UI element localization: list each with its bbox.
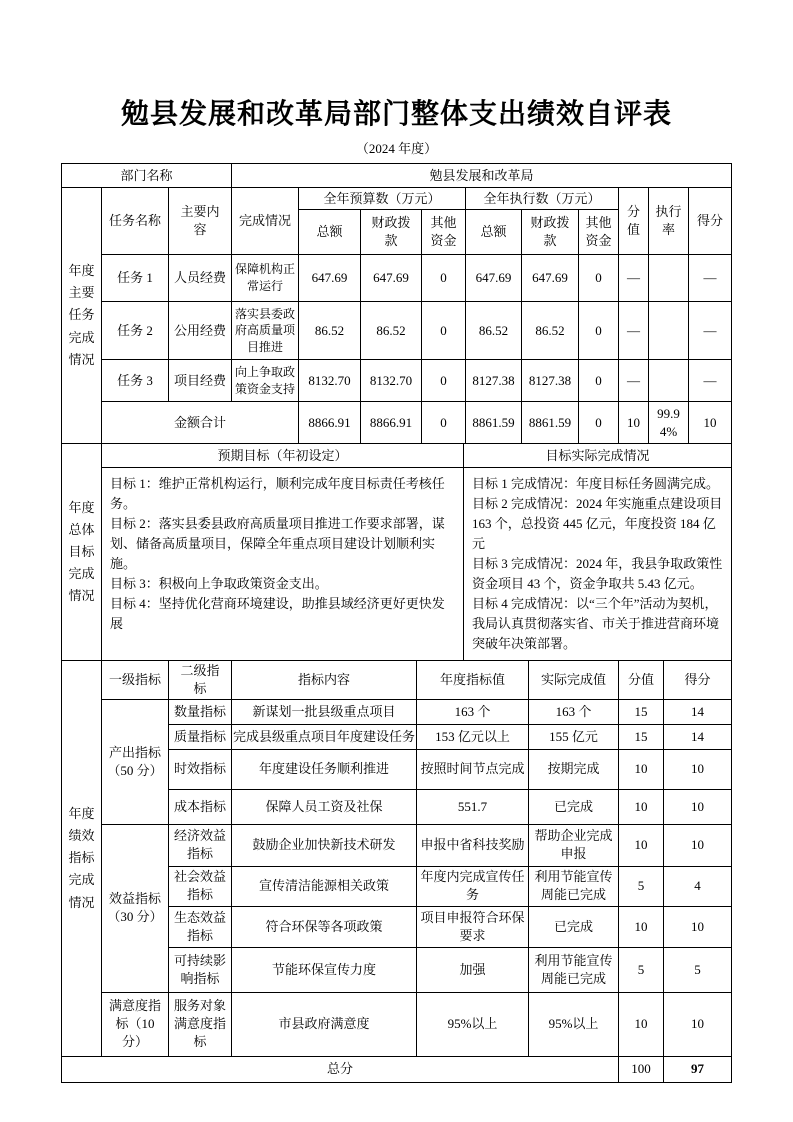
actual-value-cell: 已完成 — [529, 906, 619, 947]
level2-cell: 数量指标 — [169, 699, 232, 724]
indicator-content-cell: 年度建设任务顺利推进 — [232, 749, 417, 789]
actual-fiscal-cell: 647.69 — [522, 255, 579, 302]
score-cell: — — [689, 360, 732, 402]
actual-total-cell: 647.69 — [466, 255, 522, 302]
col-header-actual-other: 其他资金 — [579, 210, 619, 255]
grand-total-score: 97 — [664, 1056, 732, 1082]
budget-other-cell: 0 — [422, 255, 466, 302]
exec-rate-cell — [649, 360, 689, 402]
ind-weight-cell: 15 — [619, 724, 664, 749]
indicator-content-cell: 保障人员工资及社保 — [232, 789, 417, 824]
exec-rate-cell — [649, 255, 689, 302]
actual-goal-line: 目标 3 完成情况：2024 年，我县争取政策性资金项目 43 个，资金争取共 5.43 亿元。 — [472, 556, 723, 591]
col-header-expected-goals: 预期目标（年初设定） — [102, 444, 464, 468]
indicators-section-label-cell — [62, 661, 102, 1057]
actual-value-cell: 已完成 — [529, 789, 619, 824]
col-header-budget-fiscal: 财政拨款 — [361, 210, 422, 255]
page-title: 勉县发展和改革局部门整体支出绩效自评表 — [120, 97, 672, 130]
department-name-label: 部门名称 — [62, 164, 232, 188]
ind-weight-cell: 5 — [619, 866, 664, 906]
target-value-cell: 551.7 — [417, 789, 529, 824]
ind-score-cell: 14 — [664, 724, 732, 749]
col-header-target-value: 年度指标值 — [417, 661, 529, 700]
grand-total-label: 总分 — [62, 1056, 619, 1082]
actual-fiscal-sum: 8861.59 — [522, 402, 579, 444]
score-cell: — — [689, 302, 732, 360]
goals-section-label-cell — [62, 444, 102, 661]
score-cell: — — [689, 255, 732, 302]
score-sum: 10 — [689, 402, 732, 444]
ind-weight-cell: 15 — [619, 699, 664, 724]
indicator-content-cell: 节能环保宣传力度 — [232, 947, 417, 992]
page-subtitle: （2024 年度） — [355, 141, 438, 156]
target-value-cell: 年度内完成宣传任务 — [417, 866, 529, 906]
budget-other-cell: 0 — [422, 360, 466, 402]
expected-goals-cell — [102, 468, 464, 661]
ind-score-cell: 10 — [664, 824, 732, 866]
ind-score-cell: 14 — [664, 699, 732, 724]
col-header-status: 完成情况 — [232, 188, 299, 255]
amount-total-label: 金额合计 — [102, 402, 299, 444]
level2-cell: 时效指标 — [169, 749, 232, 789]
ind-weight-cell: 10 — [619, 789, 664, 824]
indicator-content-cell: 鼓励企业加快新技术研发 — [232, 824, 417, 866]
budget-total-cell: 647.69 — [299, 255, 361, 302]
ind-weight-cell: 5 — [619, 947, 664, 992]
col-header-score: 得分 — [689, 188, 732, 255]
actual-fiscal-cell: 8127.38 — [522, 360, 579, 402]
ind-score-cell: 4 — [664, 866, 732, 906]
indicator-content-cell: 宣传清洁能源相关政策 — [232, 866, 417, 906]
tasks-section-label-cell — [62, 188, 102, 444]
indicator-content-cell: 市县政府满意度 — [232, 992, 417, 1056]
level1-group-satisfaction: 满意度指标（10 分） — [102, 992, 169, 1056]
target-value-cell: 153 亿元以上 — [417, 724, 529, 749]
indicators-section-label: 年度绩效指标完成情况 — [68, 806, 95, 910]
task-content-cell: 人员经费 — [169, 255, 232, 302]
actual-total-cell: 86.52 — [466, 302, 522, 360]
task-row-3 — [62, 360, 732, 402]
budget-fiscal-cell: 86.52 — [361, 302, 422, 360]
self-evaluation-table — [61, 163, 731, 1083]
ind-score-cell: 10 — [664, 906, 732, 947]
weight-sum: 10 — [619, 402, 649, 444]
actual-value-cell: 155 亿元 — [529, 724, 619, 749]
budget-other-cell: 0 — [422, 302, 466, 360]
indicator-row — [62, 824, 732, 866]
actual-goal-line: 目标 4 完成情况：以“三个年”活动为契机，我局认真贯彻落实省、市关于推进营商环境突破年决策部署。 — [472, 596, 720, 651]
expected-goal-line: 目标 2：落实县委县政府高质量项目推进工作要求部署，谋划、储备高质量项目，保障全年重点项目建设计划顺利实施。 — [110, 516, 445, 571]
indicators-section-table — [61, 660, 732, 1083]
actual-value-cell: 163 个 — [529, 699, 619, 724]
target-value-cell: 申报中省科技奖励 — [417, 824, 529, 866]
col-header-actual-group: 全年执行数（万元） — [466, 188, 619, 210]
task-status-cell: 保障机构正常运行 — [232, 255, 299, 302]
col-header-ind-weight: 分值 — [619, 661, 664, 700]
level2-cell: 社会效益指标 — [169, 866, 232, 906]
target-value-cell: 163 个 — [417, 699, 529, 724]
goals-section-table — [61, 443, 732, 661]
ind-score-cell: 10 — [664, 789, 732, 824]
exec-rate-cell — [649, 302, 689, 360]
level1-group-benefit: 效益指标（30 分） — [102, 824, 169, 992]
task-name-cell: 任务 1 — [102, 255, 169, 302]
actual-value-cell: 95%以上 — [529, 992, 619, 1056]
actual-value-cell: 按期完成 — [529, 749, 619, 789]
col-header-budget-total: 总额 — [299, 210, 361, 255]
target-value-cell: 按照时间节点完成 — [417, 749, 529, 789]
budget-total-sum: 8866.91 — [299, 402, 361, 444]
level1-group-output: 产出指标（50 分） — [102, 699, 169, 824]
col-header-indicator-content: 指标内容 — [232, 661, 417, 700]
tasks-section-label: 年度主要任务完成情况 — [68, 263, 95, 367]
col-header-weight: 分值 — [619, 188, 649, 255]
level2-cell: 服务对象满意度指标 — [169, 992, 232, 1056]
ind-score-cell: 10 — [664, 992, 732, 1056]
task-status-cell: 落实县委政府高质量项目推进 — [232, 302, 299, 360]
level2-cell: 成本指标 — [169, 789, 232, 824]
tasks-section-table — [61, 163, 732, 444]
grand-total-row — [62, 1056, 732, 1082]
ind-score-cell: 10 — [664, 749, 732, 789]
budget-total-cell: 8132.70 — [299, 360, 361, 402]
task-name-cell: 任务 2 — [102, 302, 169, 360]
ind-weight-cell: 10 — [619, 906, 664, 947]
col-header-actual-goals: 目标实际完成情况 — [464, 444, 732, 468]
indicator-row — [62, 992, 732, 1056]
col-header-main-content: 主要内容 — [169, 188, 232, 255]
actual-value-cell: 利用节能宣传周能已完成 — [529, 866, 619, 906]
actual-other-cell: 0 — [579, 302, 619, 360]
col-header-level2: 二级指标 — [169, 661, 232, 700]
weight-cell: — — [619, 255, 649, 302]
actual-total-sum: 8861.59 — [466, 402, 522, 444]
col-header-level1: 一级指标 — [102, 661, 169, 700]
goals-section-label: 年度总体目标完成情况 — [68, 499, 95, 604]
actual-value-cell: 帮助企业完成申报 — [529, 824, 619, 866]
grand-total-weight: 100 — [619, 1056, 664, 1082]
actual-other-cell: 0 — [579, 360, 619, 402]
department-name-value: 勉县发展和改革局 — [232, 164, 732, 188]
target-value-cell: 加强 — [417, 947, 529, 992]
weight-cell: — — [619, 302, 649, 360]
level2-cell: 生态效益指标 — [169, 906, 232, 947]
budget-fiscal-cell: 8132.70 — [361, 360, 422, 402]
weight-cell: — — [619, 360, 649, 402]
actual-fiscal-cell: 86.52 — [522, 302, 579, 360]
task-content-cell: 项目经费 — [169, 360, 232, 402]
budget-fiscal-sum: 8866.91 — [361, 402, 422, 444]
actual-goal-line: 目标 1 完成情况：年度目标任务圆满完成。 — [472, 476, 720, 491]
actual-value-cell: 利用节能宣传周能已完成 — [529, 947, 619, 992]
col-header-exec-rate: 执行率 — [649, 188, 689, 255]
level2-cell: 经济效益指标 — [169, 824, 232, 866]
indicator-row — [62, 699, 732, 724]
target-value-cell: 项目申报符合环保要求 — [417, 906, 529, 947]
actual-goal-line: 目标 2 完成情况：2024 年实施重点建设项目 163 个，总投资 445 亿元，年度投资 184 亿元 — [472, 496, 723, 551]
actual-other-cell: 0 — [579, 255, 619, 302]
indicator-content-cell: 符合环保等各项政策 — [232, 906, 417, 947]
task-status-cell: 向上争取政策资金支持 — [232, 360, 299, 402]
ind-weight-cell: 10 — [619, 992, 664, 1056]
actual-total-cell: 8127.38 — [466, 360, 522, 402]
task-row-1 — [62, 255, 732, 302]
col-header-actual-fiscal: 财政拨款 — [522, 210, 579, 255]
col-header-budget-other: 其他资金 — [422, 210, 466, 255]
col-header-actual-total: 总额 — [466, 210, 522, 255]
col-header-actual-value: 实际完成值 — [529, 661, 619, 700]
col-header-task-name: 任务名称 — [102, 188, 169, 255]
actual-other-sum: 0 — [579, 402, 619, 444]
col-header-ind-score: 得分 — [664, 661, 732, 700]
expected-goal-line: 目标 4：坚持优化营商环境建设，助推县域经济更好更快发展 — [110, 596, 445, 631]
expected-goal-line: 目标 3：积极向上争取政策资金支出。 — [110, 576, 328, 591]
exec-rate-sum: 99.94% — [649, 402, 689, 444]
actual-goals-cell — [464, 468, 732, 661]
indicator-content-cell: 新谋划一批县级重点项目 — [232, 699, 417, 724]
ind-weight-cell: 10 — [619, 824, 664, 866]
ind-score-cell: 5 — [664, 947, 732, 992]
task-name-cell: 任务 3 — [102, 360, 169, 402]
tasks-total-row — [62, 402, 732, 444]
budget-fiscal-cell: 647.69 — [361, 255, 422, 302]
task-row-2 — [62, 302, 732, 360]
expected-goal-line: 目标 1：维护正常机构运行，顺利完成年度目标责任考核任务。 — [110, 476, 445, 511]
target-value-cell: 95%以上 — [417, 992, 529, 1056]
level2-cell: 质量指标 — [169, 724, 232, 749]
budget-other-sum: 0 — [422, 402, 466, 444]
budget-total-cell: 86.52 — [299, 302, 361, 360]
ind-weight-cell: 10 — [619, 749, 664, 789]
indicator-content-cell: 完成县级重点项目年度建设任务 — [232, 724, 417, 749]
level2-cell: 可持续影响指标 — [169, 947, 232, 992]
col-header-budget-group: 全年预算数（万元） — [299, 188, 466, 210]
task-content-cell: 公用经费 — [169, 302, 232, 360]
